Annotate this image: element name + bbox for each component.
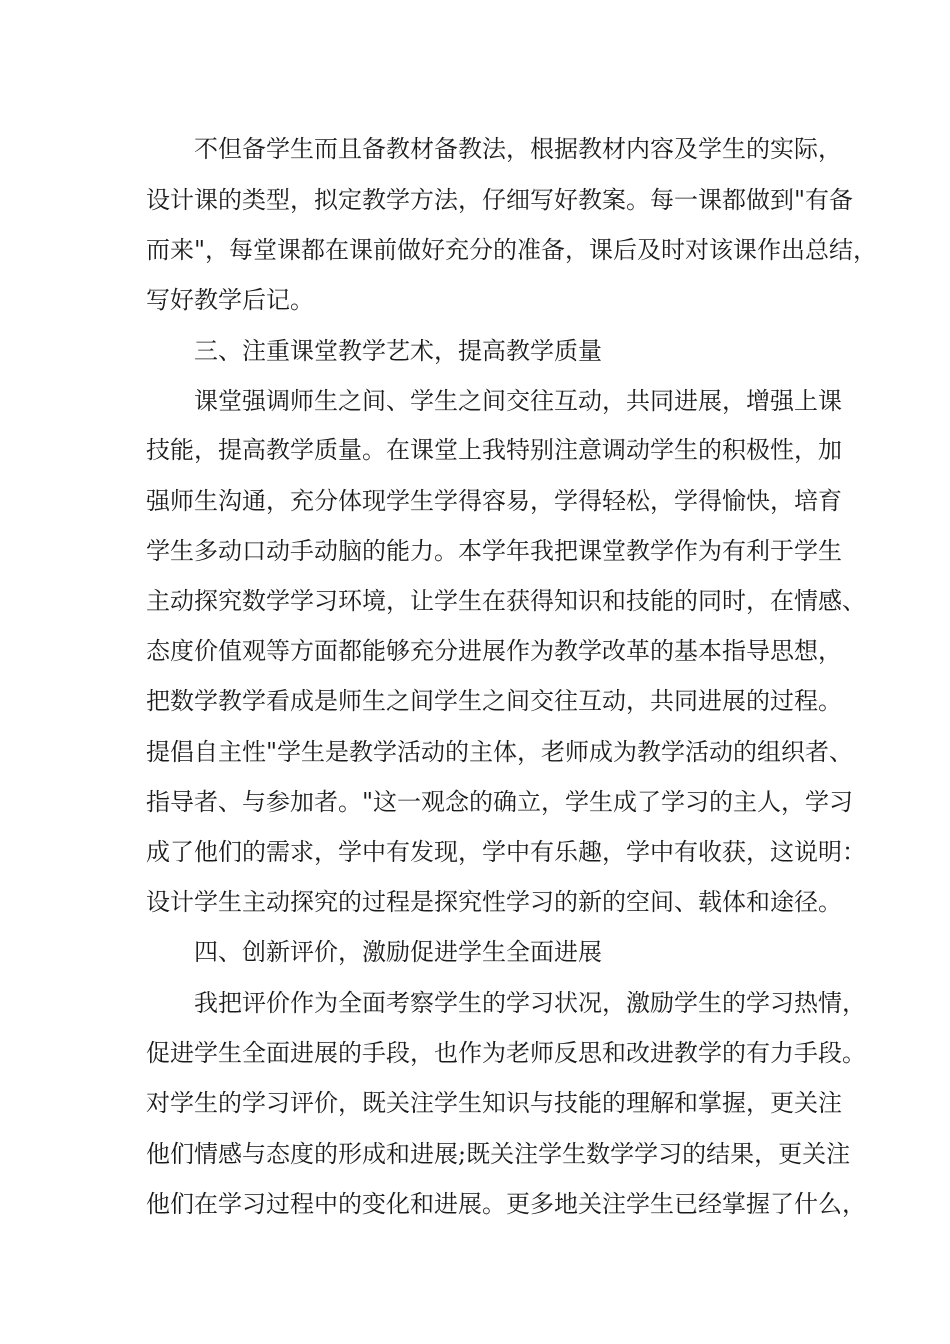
paragraph-line: 学生多动口动手动脑的能力。本学年我把课堂教学作为有利于学生	[146, 537, 842, 565]
paragraph-line: 态度价值观等方面都能够充分进展作为教学改革的基本指导思想，	[146, 637, 842, 665]
paragraph-line: 主动探究数学学习环境，让学生在获得知识和技能的同时，在情感、	[146, 587, 866, 615]
paragraph-line: 把数学教学看成是师生之间学生之间交往互动，共同进展的过程。	[146, 687, 842, 715]
paragraph-line: 设计课的类型，拟定教学方法，仔细写好教案。每一课都做到"有备	[146, 186, 854, 214]
paragraph-line: 促进学生全面进展的手段，也作为老师反思和改进教学的有力手段。	[146, 1039, 866, 1067]
paragraph-line: 设计学生主动探究的过程是探究性学习的新的空间、载体和途径。	[146, 888, 842, 916]
paragraph-line: 我把评价作为全面考察学生的学习状况，激励学生的学习热情，	[194, 989, 866, 1017]
paragraph-line: 强师生沟通，充分体现学生学得容易，学得轻松，学得愉快，培育	[146, 487, 842, 515]
paragraph-line: 不但备学生而且备教材备教法，根据教材内容及学生的实际，	[194, 135, 842, 163]
paragraph-line: 技能，提高教学质量。在课堂上我特别注意调动学生的积极性，加	[146, 436, 842, 464]
paragraph-line: 提倡自主性"学生是教学活动的主体，老师成为教学活动的组织者、	[146, 738, 854, 766]
paragraph-line: 他们情感与态度的形成和进展;既关注学生数学学习的结果，更关注	[146, 1140, 851, 1168]
paragraph-line: 写好教学后记。	[146, 286, 314, 314]
paragraph-line: 他们在学习过程中的变化和进展。更多地关注学生已经掌握了什么，	[146, 1190, 866, 1218]
paragraph-line: 对学生的学习评价，既关注学生知识与技能的理解和掌握，更关注	[146, 1089, 842, 1117]
paragraph-line: 而来"，每堂课都在课前做好充分的准备，课后及时对该课作出总结，	[146, 236, 878, 264]
section-heading: 四、创新评价，激励促进学生全面进展	[194, 938, 602, 966]
paragraph-line: 指导者、与参加者。"这一观念的确立，学生成了学习的主人，学习	[146, 788, 854, 816]
paragraph-line: 课堂强调师生之间、学生之间交往互动，共同进展，增强上课	[194, 387, 842, 415]
section-heading: 三、注重课堂教学艺术，提高教学质量	[194, 337, 602, 365]
paragraph-line: 成了他们的需求，学中有发现，学中有乐趣，学中有收获，这说明：	[146, 838, 866, 866]
